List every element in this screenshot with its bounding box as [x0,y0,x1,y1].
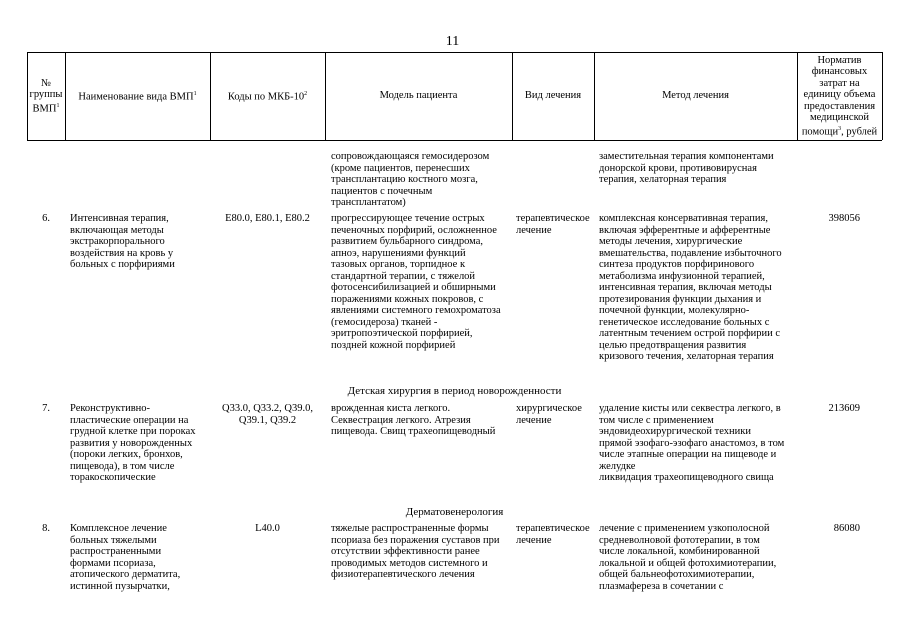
row-vmp-name: Реконструктивно- пластические операции на грудной клетке при пороках развития у новорожденных (пороки легких, бронхов, пищевода), в том числе торакоскопические [70,403,196,483]
row-number: 7. [42,403,50,414]
header-group-number: № группы ВМП$^1$ [29,77,63,114]
row-cost-norm: 398056 [828,213,860,224]
row-icd-codes: Q33.0, Q33.2, Q39.0, Q39.1, Q39.2 [222,403,313,426]
header-icd-codes: Коды по МКБ-$10^2$ [227,91,308,103]
row-vmp-name: Интенсивная терапия, включающая методы экстракорпорального воздействия на кровь у больных с порфириями [70,213,175,270]
continuation-method-text: заместительная терапия компонентами донорской крови, противовирусная терапия, хелаторная терапия [599,151,774,185]
row-treatment-method: комплексная консервативная терапия, включая эфферентные и афферентные методы лечения, хирургические вмешательства, подавление избыточного синтеза продуктов порфиринового метаболизма инфузионной терапией, интенсивная терапия, включая методы протезирования функции дыхания и почечной функции, молекулярно- генетическое исследование больных с латентным течением острой порфирии с целью предотвращения развития кризового течения, хелаторная терапия [599,213,782,362]
section-heading: Дерматовенерология [405,506,504,518]
row-patient-model: врожденная киста легкого. Секвестрация легкого. Атрезия пищевода. Свищ трахеопищеводный [331,403,496,437]
row-treatment-type: терапевтическое лечение [516,213,590,236]
row-number: 6. [42,213,50,224]
header-vmp-name: Наименование вида ВМП$^1$ [78,91,197,103]
header-cost-norm: Норматив финансовых затрат на единицу объема предоставления медицинской помощи$^3$, рублей [801,54,878,137]
row-treatment-method: удаление кисты или секвестра легкого, в том числе с применением эндовидеохирургической техники прямой эзофаго-эзофаго анастомоз, в том числе этапные операции на пищеводе и желудке ликвидация трахеопищеводного свища [599,403,785,483]
row-treatment-type: хирургическое лечение [516,403,582,426]
row-patient-model: прогрессирующее течение острых печеночных порфирий, осложненное развитием бульбарного синдрома, апноэ, нарушениями функций тазовых органов, торпидное к стандартной терапии, с тяжелой фотосенсибилизацией и обширными поражениями кожных покровов, с явлениями системного гемохроматоза (гемосидероза) тканей - эритропоэтической порфирией, поздней кожной порфирией [331,213,501,351]
row-icd-codes: E80.0, E80.1, E80.2 [225,213,310,224]
page-number: 11 [445,34,460,49]
row-cost-norm: 213609 [828,403,860,414]
row-number: 8. [42,523,50,534]
row-icd-codes: L40.0 [255,523,280,534]
header-border-right [882,52,883,140]
row-vmp-name: Комплексное лечение больных тяжелыми распространенными формами псориаза, атопического дерматита, истинной пузырчатки, [70,523,181,592]
header-treatment-method: Метод лечения [662,90,729,102]
row-cost-norm: 86080 [833,523,860,534]
row-patient-model: тяжелые распространенные формы псориаза без поражения суставов при отсутствии эффективности ранее проводимых методов системного и физиотерапевтического лечения [331,523,500,580]
continuation-model-text: сопровождающаяся гемосидерозом (кроме пациентов, перенесших трансплантацию костного мозга, пациентов с почечным трансплантатом) [331,151,490,208]
row-treatment-method: лечение с применением узкополосной средневолновой фототерапии, в том числе локальной, комбинированной локальной и общей фотохимиотерапии, общей бальнеофотохимиотерапии, плазмафереза в сочетании с [599,523,777,592]
header-treatment-type: Вид лечения [524,90,582,102]
section-heading: Детская хирургия в период новорожденности [347,385,562,397]
header-patient-model: Модель пациента [379,90,458,102]
row-treatment-type: терапевтическое лечение [516,523,590,546]
header-bottom-border [27,140,882,141]
